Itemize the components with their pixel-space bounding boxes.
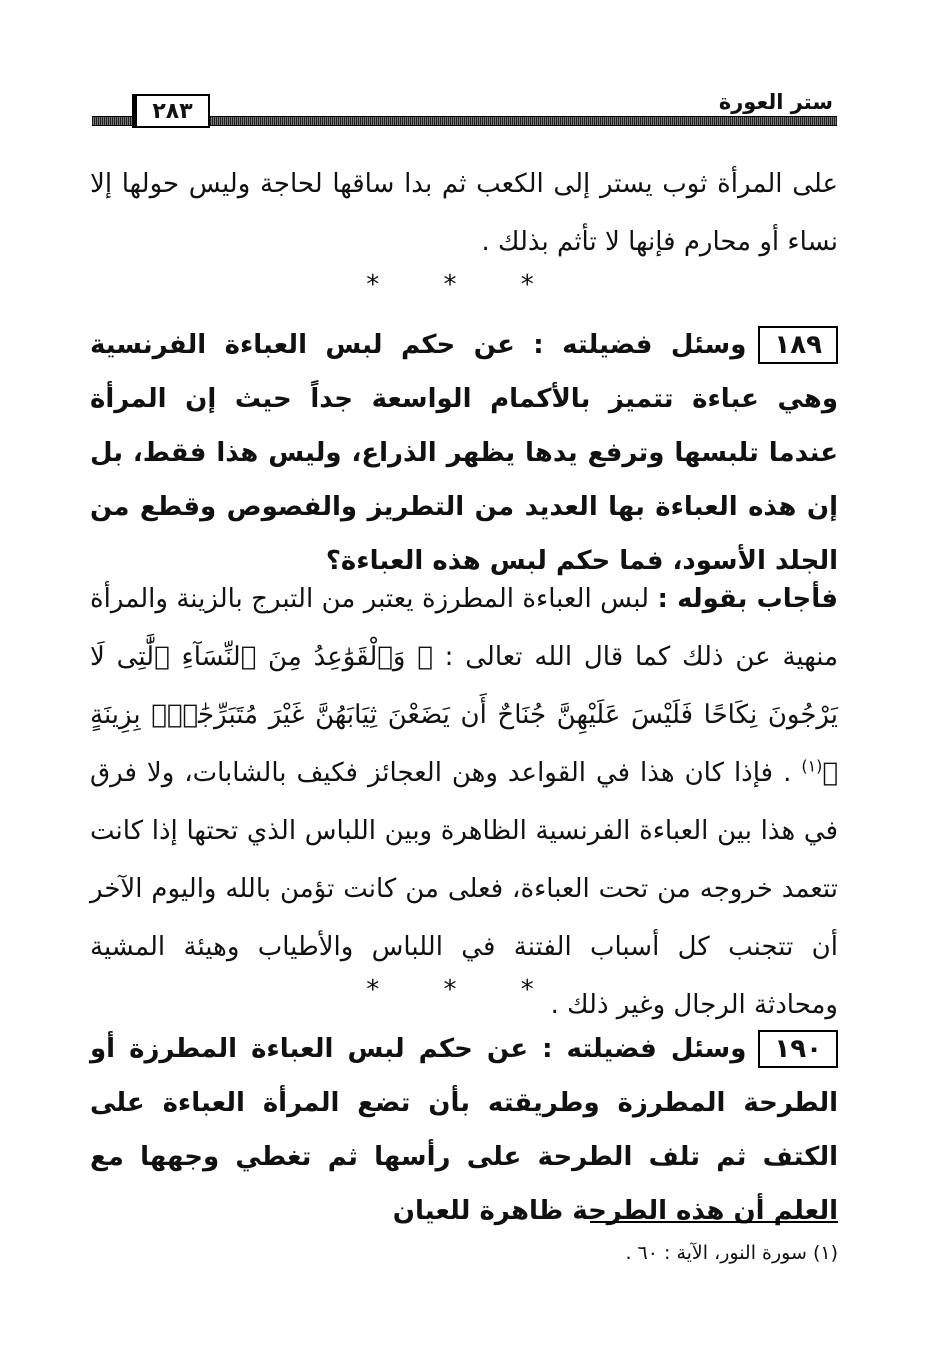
section-separator: * * * [366, 270, 562, 300]
footnote-reference[interactable]: (١) [801, 756, 823, 776]
question-number-190: ١٩٠ [758, 1030, 838, 1068]
intro-paragraph: على المرأة ثوب يستر إلى الكعب ثم بدا ساقها لحاجة وليس حولها إلا نساء أو محارم فإنها لا تأثم بذلك . [90, 169, 838, 257]
answer-189-part2: . فإذا كان هذا في القواعد وهن العجائز فكيف بالشابات، ولا فرق في هذا بين العباءة الفرنسية الظاهرة وبين اللباس الذي تحتها إذا كانت تتعمد خروجه من تحت العباءة، فعلى من كانت تؤمن بالله واليوم الآخر أن تتجنب كل أسباب الفتنة في اللباس والأطياب وهيئة المشية ومحادثة الرجال وغير ذلك . [90, 758, 838, 1020]
answer-189-part1: لبس العباءة المطرزة يعتبر من التبرج بالزينة والمرأة منهية عن ذلك كما قال الله تعالى : [90, 584, 838, 672]
footnote-1: (١) سورة النور، الآية : ٦٠ . [625, 1242, 838, 1264]
question-190-text: وسئل فضيلته : عن حكم لبس العباءة المطرزة أو الطرحة المطرزة وطريقته بأن تضع المرأة العباءة على الكتف ثم تلف الطرحة على رأسها ثم تغطي وجهها مع العلم أن هذه الطرحة ظاهرة للعيان [90, 1034, 838, 1226]
footnote-separator [590, 1221, 838, 1223]
running-title: ستر العورة [709, 88, 837, 116]
page-number: ٢٨٣ [132, 94, 210, 128]
section-separator: * * * [366, 975, 562, 1005]
question-190 [90, 1022, 838, 1238]
page-header [92, 88, 837, 134]
quran-verse: ﴿ وَٱلْقَوَٰعِدُ مِنَ ٱلنِّسَآءِ ٱلَّٰتِى لَا يَرْجُونَ نِكَاحًا فَلَيْسَ عَلَيْهِنَّ جُنَاحٌ أَن يَضَعْنَ ثِيَابَهُنَّ غَيْرَ مُتَبَرِّجَٰتٍۭ بِزِينَةٍ ﴾ [90, 642, 839, 788]
question-189 [90, 318, 838, 588]
question-number-189: ١٨٩ [758, 326, 838, 364]
answer-lead: فأجاب بقوله : [657, 584, 838, 614]
question-189-text: وسئل فضيلته : عن حكم لبس العباءة الفرنسية وهي عباءة تتميز بالأكمام الواسعة جداً حيث إن المرأة عندما تلبسها وترفع يدها يظهر الذراع، وليس هذا فقط، بل إن هذه العباءة بها العديد من التطريز والفصوص وقطع من الجلد الأسود، فما حكم لبس هذه العباءة؟ [90, 330, 838, 576]
answer-189 [90, 570, 838, 1034]
